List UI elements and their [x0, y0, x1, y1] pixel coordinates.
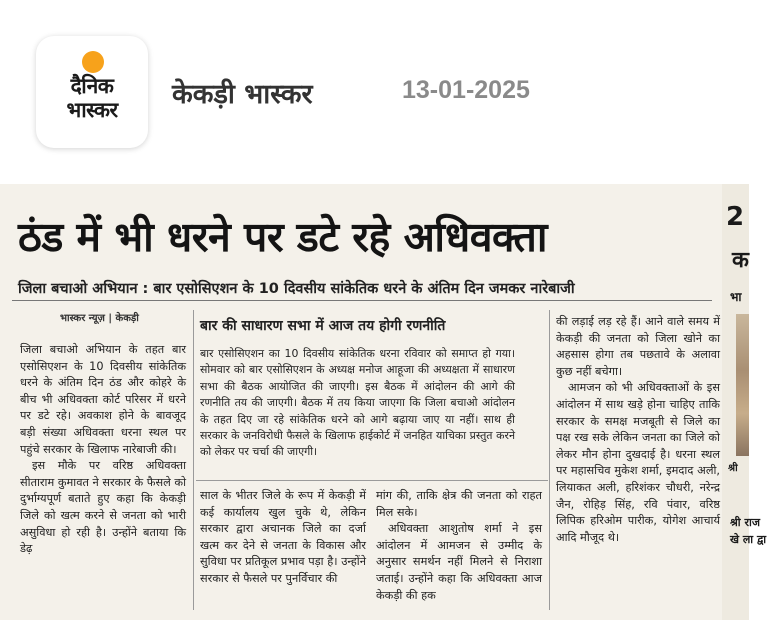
article-subheadline: जिला बचाओ अभियान : बार एसोसिएशन के 10 दिवसीय सांकेतिक धरने के अंतिम दिन जमकर नारेबाजी — [18, 281, 575, 297]
paragraph: साल के भीतर जिले के रूप में केकड़ी में कई कार्यालय खुल चुके थे, लेकिन सरकार द्वारा अचानक जिले का दर्जा खत्म कर देने से जनता के विकास और सुविधा पर प्रतिकूल प्रभाव पड़ा है। उन्होंने सरकार से फैसले पर पुनर्विचार की — [200, 489, 366, 585]
edge-fragment: श्री — [728, 463, 738, 474]
edge-fragment: क — [732, 248, 749, 273]
headline-divider — [12, 300, 712, 301]
box-headline: बार की साधारण सभा में आज तय होगी रणनीति — [200, 318, 446, 334]
box-text — [200, 346, 515, 461]
logo-text-line1: दैनिक — [70, 74, 114, 98]
paragraph: अधिवक्ता आशुतोष शर्मा ने इस आंदोलन में आमजन से उम्मीद के अनुसार समर्थन नहीं मिलने से निराशा जताई। उन्होंने कहा कि अधिवक्ता आज केकड़ी की हक — [376, 522, 542, 602]
article-byline: भास्कर न्यूज़ | केकड़ी — [60, 313, 139, 324]
paragraph: जिला बचाओ अभियान के तहत बार एसोसिएशन के 10 दिवसीय सांकेतिक धरने के अंतिम दिन ठंड और कोहरे के बीच भी अधिवक्ता कोर्ट परिसर में धरने पर डटे रहे। अवकाश होने के बावजूद बड़ी संख्या अधिवक्ता धरना स्थल पर पहुंचे सरकार के खिलाफ नारेबाजी की। — [20, 343, 186, 456]
logo-text-line2: भास्कर — [66, 98, 118, 122]
box-divider — [196, 480, 548, 481]
article-headline: ठंड में भी धरने पर डटे रहे अधिवक्ता — [18, 213, 547, 261]
article-column-4 — [376, 488, 542, 604]
edge-photo — [736, 314, 749, 456]
edition-title: केकड़ी भास्कर — [172, 79, 313, 110]
article-column-5 — [556, 314, 720, 546]
edition-date: 13-01-2025 — [402, 76, 530, 104]
column-divider — [549, 310, 550, 610]
column-divider — [193, 310, 194, 610]
article-column-3 — [200, 488, 366, 588]
article-column-1 — [20, 342, 186, 558]
paragraph: इस मौके पर वरिष्ठ अधिवक्ता सीताराम कुमावत ने सरकार के फैसले को दुर्भाग्यपूर्ण बताते हुए कहा कि केकड़ी जिले को खत्म करने से जनता को भारी असुविधा हो रही है। उन्होंने बताया कि डेढ़ — [20, 459, 186, 556]
paragraph: मांग की, ताकि क्षेत्र की जनता को राहत मिल सके। — [376, 489, 542, 519]
paragraph: आमजन को भी अधिवक्ताओं के इस आंदोलन में साथ खड़े होना चाहिए ताकि सरकार के समक्ष मजबूती से जिले का पक्ष रख सके लेकिन जनता का जिले को लेकर मौन होना दुखदाई है। धरना स्थल पर महासचिव मुकेश शर्मा, इमदाद अली, लियाकत अली, हरिशंकर चौधरी, नरेन्द्र जैन, रोहिड़ सिंह, रवि पंवार, वरिष्ठ लिपिक हरिओम पारीक, योगेश आचार्य आदि मौजूद थे। — [556, 381, 720, 544]
paragraph: की लड़ाई लड़ रहे हैं। आने वाले समय में केकड़ी की जनता को जिला खोने का अहसास होगा तब पछतावे के अलावा कुछ नहीं बचेगा। — [556, 315, 720, 378]
edge-fragment: भा — [730, 290, 742, 304]
dainik-bhaskar-logo[interactable] — [36, 36, 148, 148]
newspaper-clipping — [0, 184, 767, 620]
adjacent-article-edge — [722, 184, 767, 620]
paragraph: बार एसोसिएशन का 10 दिवसीय सांकेतिक धरना रविवार को समाप्त हो गया। सोमवार को बार एसोसिएशन के अध्यक्ष मनोज आहूजा की अध्यक्षता में साधारण सभा की बैठक आयोजित की जाएगी। इस बैठक में आंदोलन की आगे की रणनीति तय की जाएगी। बैठक में तय किया जाएगा कि जिला बचाओ आंदोलन के तहत दिए जा रहे सांकेतिक धरने को आगे बढ़ाया जाए या नहीं। साथ ही सरकार के जनविरोधी फैसले के खिलाफ हाईकोर्ट में जनहित याचिका प्रस्तुत करने को लेकर पर चर्चा की जाएगी। — [200, 347, 515, 459]
app-header — [0, 0, 749, 168]
edge-fragment: 2 — [726, 202, 745, 232]
sun-icon — [82, 51, 104, 73]
edge-fragment: श्री राज खे ला द्वा — [730, 516, 767, 546]
